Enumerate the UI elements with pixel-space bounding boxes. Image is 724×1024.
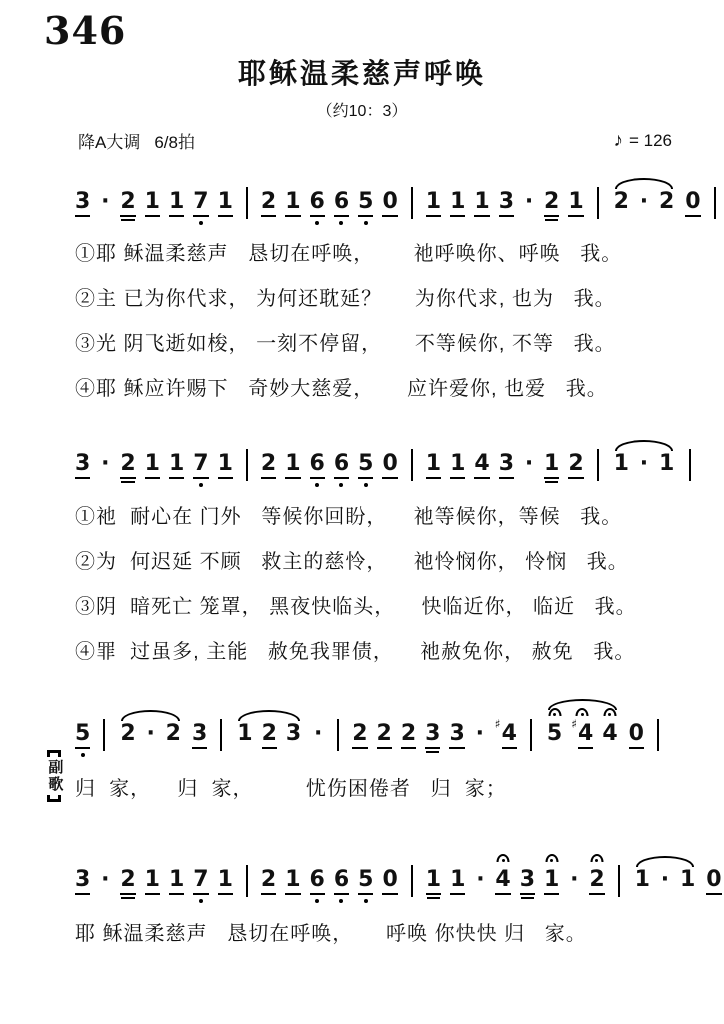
tie-slur <box>633 868 698 891</box>
note <box>286 722 301 745</box>
note <box>75 868 90 895</box>
note <box>680 868 695 891</box>
note <box>614 190 629 213</box>
note <box>310 452 325 479</box>
note-digit: 2 <box>544 190 559 217</box>
tempo-value: = 126 <box>628 130 672 150</box>
lyric-line-v1: ①耶 稣温柔慈声 恳切在呼唤， 祂呼唤你、呼唤 我。 <box>75 243 623 265</box>
note-digit: 2 <box>261 190 276 217</box>
note-digit: 2 <box>613 189 629 214</box>
barline <box>597 187 599 219</box>
note-digit: 6 <box>334 868 349 895</box>
note <box>218 868 233 895</box>
note <box>547 722 562 745</box>
note-digit: 1 <box>285 452 300 479</box>
note-digit: 2 <box>120 721 136 746</box>
augmentation-dot <box>312 722 324 745</box>
note-digit: 1 <box>285 190 300 217</box>
note <box>425 722 440 749</box>
note <box>449 722 464 749</box>
augmentation-dot <box>474 722 486 745</box>
note-digit: 1 <box>568 190 583 217</box>
note <box>120 190 135 217</box>
note <box>120 452 135 479</box>
note <box>145 190 160 217</box>
note <box>358 452 373 479</box>
note-digit: 3 <box>449 722 464 749</box>
low-octave-dot <box>315 483 319 487</box>
note-digit: 2 <box>568 452 583 479</box>
tie-slur <box>118 722 183 745</box>
note <box>261 452 276 479</box>
note <box>544 452 559 479</box>
note-digit: 1 <box>218 868 233 895</box>
note-digit: 0 <box>382 452 397 479</box>
note <box>568 190 583 217</box>
note <box>382 190 397 217</box>
note-digit: 6 <box>310 868 325 895</box>
eighth-note-icon: ♪ <box>613 129 623 151</box>
note-digit: 5 <box>546 721 563 746</box>
note-digit: 2 <box>120 868 135 895</box>
note <box>629 722 644 749</box>
low-octave-dot <box>364 483 368 487</box>
note-digit: 1 <box>218 452 233 479</box>
tempo-marking <box>613 128 672 153</box>
note-digit: 2 <box>120 452 135 479</box>
note <box>544 868 559 895</box>
note-digit: 1 <box>218 190 233 217</box>
key-time-signature <box>78 128 195 153</box>
tie-slur <box>545 717 620 749</box>
music-line-final <box>75 868 724 897</box>
note <box>75 722 90 749</box>
note <box>169 452 184 479</box>
note-digit: · <box>639 451 649 476</box>
note-digit: 2 <box>352 722 367 749</box>
note-digit: 1 <box>450 452 465 479</box>
lyric-line-v3: ③光 阴飞逝如梭， 一刻不停留， 不等候你, 不等 我。 <box>75 333 616 355</box>
note-digit: 1 <box>285 868 300 895</box>
music-line-1 <box>75 190 720 219</box>
augmentation-dot <box>523 190 535 213</box>
hymn-number: 346 <box>44 8 127 53</box>
note <box>169 868 184 895</box>
note-digit: 3 <box>499 190 514 217</box>
low-octave-dot <box>81 753 85 757</box>
note <box>450 190 465 217</box>
note-digit: 5 <box>358 190 373 217</box>
augmentation-dot <box>99 868 111 891</box>
note-digit: 5 <box>358 452 373 479</box>
tie-slur <box>612 452 677 475</box>
key-signature: 降A大调 <box>78 133 141 152</box>
note <box>495 868 510 895</box>
note-digit: 1 <box>426 452 441 479</box>
note-digit: 4 <box>495 868 510 895</box>
low-octave-dot <box>339 221 343 225</box>
note <box>450 452 465 479</box>
note <box>358 190 373 217</box>
fermata-icon <box>576 708 589 716</box>
meta-row <box>78 128 672 153</box>
augmentation-dot <box>638 190 650 213</box>
note-digit: 2 <box>120 190 135 217</box>
note-digit: 2 <box>658 189 675 214</box>
sharp-icon: ♯ <box>494 717 501 731</box>
note-digit: 3 <box>75 190 90 217</box>
note-digit: 6 <box>310 190 325 217</box>
note-digit: 6 <box>310 452 325 479</box>
note <box>285 868 300 895</box>
note <box>261 868 276 895</box>
note <box>120 722 135 745</box>
note-digit: 1 <box>544 452 559 479</box>
lyric-line-v3: ③阴 暗死亡 笼罩， 黑夜快临头， 快临近你， 临近 我。 <box>75 596 637 618</box>
note-digit: 7 <box>193 452 208 479</box>
note <box>193 868 208 895</box>
low-octave-dot <box>315 221 319 225</box>
note <box>285 452 300 479</box>
note-digit: 0 <box>685 190 700 217</box>
note-digit: 6 <box>334 190 349 217</box>
note <box>426 868 441 895</box>
low-octave-dot <box>199 221 203 225</box>
fermata-icon <box>603 708 616 716</box>
note <box>75 190 90 217</box>
note-digit: · <box>314 721 323 746</box>
note <box>450 868 465 895</box>
barline <box>411 449 413 481</box>
low-octave-dot <box>339 899 343 903</box>
low-octave-dot <box>199 899 203 903</box>
note-digit: 1 <box>450 190 465 217</box>
note-digit: 2 <box>401 722 416 749</box>
note-digit: 1 <box>679 867 696 892</box>
note-digit: 1 <box>544 868 559 895</box>
note-digit: · <box>146 721 155 746</box>
note-digit: 1 <box>634 867 650 892</box>
note-digit: 5 <box>358 868 373 895</box>
note <box>377 722 392 749</box>
note-digit: 1 <box>613 451 629 476</box>
scripture-reference: （约10：3） <box>316 103 408 120</box>
note-digit: · <box>524 189 534 214</box>
note-digit: 7 <box>193 190 208 217</box>
note-digit: 1 <box>237 721 253 746</box>
music-line-chorus <box>75 717 663 751</box>
augmentation-dot <box>99 452 111 475</box>
note <box>218 190 233 217</box>
bracket-top-icon <box>47 750 61 757</box>
lyric-line-v1: ①祂 耐心在 门外 等候你回盼， 祂等候你，等候 我。 <box>75 506 623 528</box>
lyric-line-final: 耶 稣温柔慈声 恳切在呼唤， 呼唤 你快快 归 家。 <box>75 923 587 945</box>
hymn-title: 耶稣温柔慈声呼唤 <box>237 58 486 89</box>
note <box>426 190 441 217</box>
note <box>494 717 517 749</box>
note-digit: · <box>639 189 649 214</box>
note <box>218 452 233 479</box>
note-digit: 2 <box>261 452 276 479</box>
note <box>659 452 674 475</box>
note <box>334 190 349 217</box>
note-digit: · <box>101 451 110 476</box>
barline <box>689 449 691 481</box>
note-digit: 6 <box>334 452 349 479</box>
barline <box>220 719 222 751</box>
note <box>352 722 367 749</box>
barline <box>246 865 248 897</box>
note-digit: 2 <box>165 721 181 746</box>
note-digit: 3 <box>499 452 514 479</box>
augmentation-dot <box>99 190 111 213</box>
note <box>358 868 373 895</box>
note <box>262 722 277 749</box>
note-digit: · <box>570 867 579 892</box>
note <box>544 190 559 217</box>
note <box>120 868 135 895</box>
augmentation-dot <box>659 868 671 891</box>
note <box>568 452 583 479</box>
note-digit: 1 <box>450 868 465 895</box>
note <box>166 722 181 745</box>
note-digit: 1 <box>145 868 160 895</box>
note <box>499 190 514 217</box>
note <box>261 190 276 217</box>
note <box>192 722 207 749</box>
note <box>685 190 700 217</box>
note-digit: · <box>660 867 670 892</box>
barline <box>714 187 716 219</box>
lyric-line-v2: ②主 已为你代求， 为何还耽延？ 为你代求, 也为 我。 <box>75 288 616 310</box>
note <box>520 868 535 895</box>
lyric-line-chorus: 归 家， 归 家， 忧伤困倦者 归 家； <box>75 778 507 800</box>
sharp-icon: ♯ <box>571 717 577 731</box>
note-digit: 0 <box>706 868 721 895</box>
lyric-line-v2: ②为 何迟延 不顾 救主的慈怜， 祂怜悯你， 怜悯 我。 <box>75 551 629 573</box>
note <box>193 190 208 217</box>
barline <box>337 719 339 751</box>
note-digit: 2 <box>262 722 277 749</box>
note-digit: 1 <box>169 452 184 479</box>
augmentation-dot <box>568 868 580 891</box>
note-digit: 3 <box>520 868 535 895</box>
note <box>382 868 397 895</box>
augmentation-dot <box>523 452 535 475</box>
note <box>334 868 349 895</box>
note <box>635 868 650 891</box>
note <box>145 452 160 479</box>
low-octave-dot <box>199 483 203 487</box>
note <box>75 452 90 479</box>
note-digit: 3 <box>285 721 302 746</box>
augmentation-dot <box>638 452 650 475</box>
note-digit: · <box>101 867 110 892</box>
barline <box>530 719 532 751</box>
barline <box>103 719 105 751</box>
fermata-icon <box>548 708 561 716</box>
note-digit: 3 <box>75 868 90 895</box>
note <box>285 190 300 217</box>
note-digit: 1 <box>145 190 160 217</box>
note-digit: 0 <box>629 722 644 749</box>
barline <box>618 865 620 897</box>
augmentation-dot <box>474 868 486 891</box>
note <box>571 717 594 749</box>
note <box>499 452 514 479</box>
note <box>614 452 629 475</box>
barline <box>246 449 248 481</box>
note <box>145 868 160 895</box>
note-digit: 1 <box>474 190 489 217</box>
note <box>237 722 252 745</box>
barline <box>411 187 413 219</box>
low-octave-dot <box>339 483 343 487</box>
note-digit: 1 <box>145 452 160 479</box>
barline <box>597 449 599 481</box>
note <box>659 190 674 213</box>
note-digit: · <box>101 189 110 214</box>
note <box>706 868 721 895</box>
chorus-label-text: 副歌 <box>46 759 64 793</box>
note-digit: 4 <box>474 452 489 479</box>
lyric-line-v4: ④耶 稣应许赐下 奇妙大慈爱， 应许爱你, 也爱 我。 <box>75 378 608 400</box>
note <box>474 190 489 217</box>
barline <box>657 719 659 751</box>
note-digit: 2 <box>377 722 392 749</box>
note-digit: 2 <box>589 868 604 895</box>
fermata-icon <box>545 854 558 862</box>
note <box>401 722 416 749</box>
fermata-icon <box>590 854 603 862</box>
note-digit: 7 <box>193 868 208 895</box>
note <box>334 452 349 479</box>
note-digit: 0 <box>382 190 397 217</box>
time-signature: 6/8拍 <box>154 133 195 152</box>
note-digit: 0 <box>382 868 397 895</box>
note-digit: · <box>476 867 485 892</box>
note-digit: 3 <box>425 722 440 749</box>
note-digit: 3 <box>192 722 207 749</box>
note <box>474 452 489 479</box>
fermata-icon <box>497 854 510 862</box>
bracket-bottom-icon <box>47 795 61 802</box>
augmentation-dot <box>145 722 157 745</box>
note-digit: 4 <box>602 721 618 746</box>
low-octave-dot <box>315 899 319 903</box>
lyric-line-v4: ④罪 过虽多, 主能 赦免我罪债， 祂赦免你， 赦免 我。 <box>75 641 636 663</box>
note-digit: 5 <box>75 722 90 749</box>
note-digit: 1 <box>426 868 441 895</box>
note <box>169 190 184 217</box>
barline <box>411 865 413 897</box>
note-digit: 4 <box>578 722 593 749</box>
note <box>310 190 325 217</box>
note-digit: 1 <box>658 451 675 476</box>
note <box>589 868 604 895</box>
note <box>426 452 441 479</box>
note-digit: 1 <box>426 190 441 217</box>
tie-slur <box>235 722 303 749</box>
low-octave-dot <box>364 899 368 903</box>
note-digit: 1 <box>169 868 184 895</box>
note-digit: · <box>475 721 484 746</box>
note <box>602 722 617 745</box>
low-octave-dot <box>364 221 368 225</box>
tie-slur <box>612 190 677 213</box>
chorus-label <box>44 750 64 802</box>
note-digit: 2 <box>261 868 276 895</box>
note-digit: 3 <box>75 452 90 479</box>
note <box>193 452 208 479</box>
note-digit: 1 <box>169 190 184 217</box>
note-digit: · <box>524 451 534 476</box>
music-line-2 <box>75 452 695 481</box>
barline <box>246 187 248 219</box>
note-digit: 4 <box>502 722 517 749</box>
note <box>382 452 397 479</box>
note <box>310 868 325 895</box>
